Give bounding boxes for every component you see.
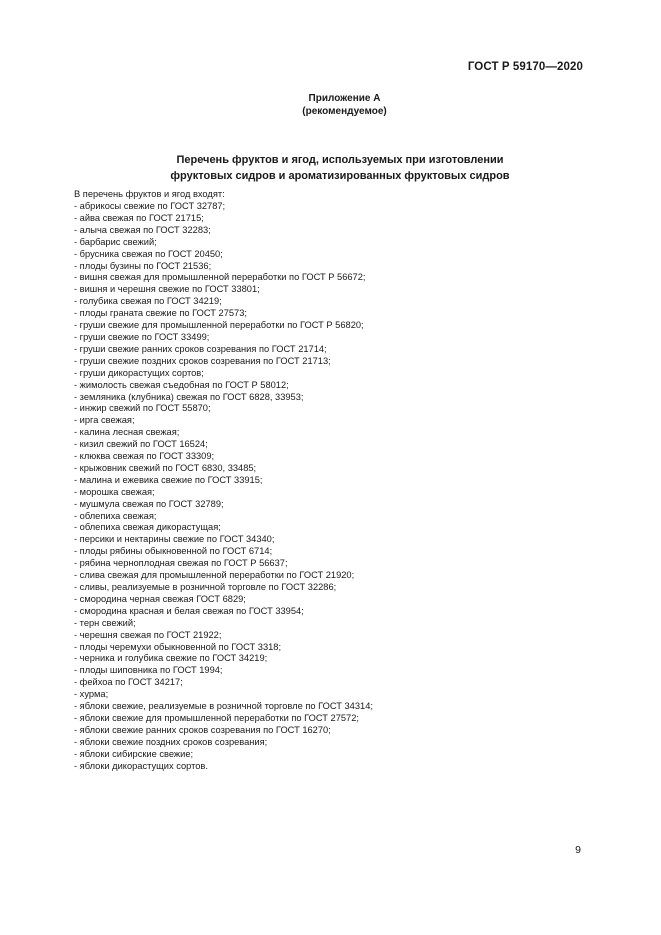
- list-item: - плоды бузины по ГОСТ 21536;: [74, 260, 212, 271]
- page-number: 9: [575, 844, 581, 856]
- list-item: - ирга свежая;: [74, 415, 135, 426]
- list-item: - терн свежий;: [74, 617, 136, 628]
- section-heading-line-2: фруктовых сидров и ароматизированных фруктовых сидров: [170, 170, 510, 182]
- section-heading: [60, 152, 620, 184]
- document-code: ГОСТ Р 59170—2020: [467, 61, 583, 73]
- list-item: - груши свежие для промышленной переработки по ГОСТ Р 56820;: [74, 320, 364, 331]
- list-item: - груши свежие поздних сроков созревания по ГОСТ 21713;: [74, 355, 331, 366]
- list-item: - брусника свежая по ГОСТ 20450;: [74, 248, 223, 259]
- list-item: - кизил свежий по ГОСТ 16524;: [74, 439, 208, 450]
- list-item: - калина лесная свежая;: [74, 427, 180, 438]
- list-item: - рябина черноплодная свежая по ГОСТ Р 56637;: [74, 558, 288, 569]
- list-item: - земляника (клубника) свежая по ГОСТ 6828, 33953;: [74, 391, 304, 402]
- intro-text: В перечень фруктов и ягод входят:: [74, 189, 225, 199]
- list-item: - хурма;: [74, 689, 109, 700]
- list-item: - яблоки свежие для промышленной переработки по ГОСТ 27572;: [74, 712, 359, 723]
- list-item: - персики и нектарины свежие по ГОСТ 34340;: [74, 534, 275, 545]
- list-item: - барбарис свежий;: [74, 236, 157, 247]
- list-item: - яблоки свежие, реализуемые в розничной торговле по ГОСТ 34314;: [74, 701, 373, 712]
- list-item: - морошка свежая;: [74, 486, 155, 497]
- list-item: - груши свежие по ГОСТ 33499;: [74, 331, 210, 342]
- list-item: - плоды черемухи обыкновенной по ГОСТ 3318;: [74, 641, 282, 652]
- appendix-title: Приложение А: [308, 93, 381, 104]
- list-item: - яблоки свежие поздних сроков созревания;: [74, 736, 268, 747]
- list-item: - яблоки свежие ранних сроков созревания по ГОСТ 16270;: [74, 724, 331, 735]
- list-item: - инжир свежий по ГОСТ 55870;: [74, 403, 211, 414]
- list-item: - малина и ежевика свежие по ГОСТ 33915;: [74, 474, 263, 485]
- list-item: - мушмула свежая по ГОСТ 32789;: [74, 498, 224, 509]
- list-item: - сливы, реализуемые в розничной торговле по ГОСТ 32286;: [74, 582, 337, 592]
- list-item: - крыжовник свежий по ГОСТ 6830, 33485;: [74, 462, 257, 473]
- list-item: - смородина красная и белая свежая по ГОСТ 33954;: [74, 605, 304, 616]
- list-item: - жимолость свежая съедобная по ГОСТ Р 58012;: [74, 379, 289, 390]
- section-heading-line-1: Перечень фруктов и ягод, используемых при изготовлении: [176, 154, 504, 166]
- list-item: - вишня свежая для промышленной переработки по ГОСТ Р 56672;: [74, 272, 366, 283]
- list-item: - плоды рябины обыкновенной по ГОСТ 6714;: [74, 546, 273, 557]
- list-item: - облепиха свежая дикорастущая;: [74, 522, 221, 533]
- list-item: - фейхоа по ГОСТ 34217;: [74, 677, 183, 688]
- list-item: - алыча свежая по ГОСТ 32283;: [74, 224, 211, 235]
- list-item: - плоды граната свежие по ГОСТ 27573;: [74, 308, 247, 319]
- list-item: - голубика свежая по ГОСТ 34219;: [74, 296, 222, 307]
- list-item: - абрикосы свежие по ГОСТ 32787;: [74, 201, 226, 211]
- list-item: - клюква свежая по ГОСТ 33309;: [74, 451, 215, 462]
- list-item: - яблоки дикорастущих сортов.: [74, 760, 208, 771]
- list-item: - груши свежие ранних сроков созревания по ГОСТ 21714;: [74, 343, 327, 354]
- appendix-label: [0, 92, 661, 118]
- list-item: - вишня и черешня свежие по ГОСТ 33801;: [74, 284, 260, 295]
- list-item: - черника и голубика свежие по ГОСТ 34219;: [74, 653, 268, 664]
- list-item: - черешня свежая по ГОСТ 21922;: [74, 629, 222, 640]
- list-item: - облепиха свежая;: [74, 510, 157, 521]
- list-item: - груши дикорастущих сортов;: [74, 367, 204, 378]
- list-item: - айва свежая по ГОСТ 21715;: [74, 212, 204, 223]
- list-item: - плоды шиповника по ГОСТ 1994;: [74, 665, 223, 676]
- list-item: - смородина черная свежая ГОСТ 6829;: [74, 593, 246, 604]
- fruit-list: [74, 201, 373, 773]
- list-item: - яблоки сибирские свежие;: [74, 748, 194, 759]
- appendix-subtitle: (рекомендуемое): [302, 106, 387, 117]
- list-item: - слива свежая для промышленной переработки по ГОСТ 21920;: [74, 570, 355, 581]
